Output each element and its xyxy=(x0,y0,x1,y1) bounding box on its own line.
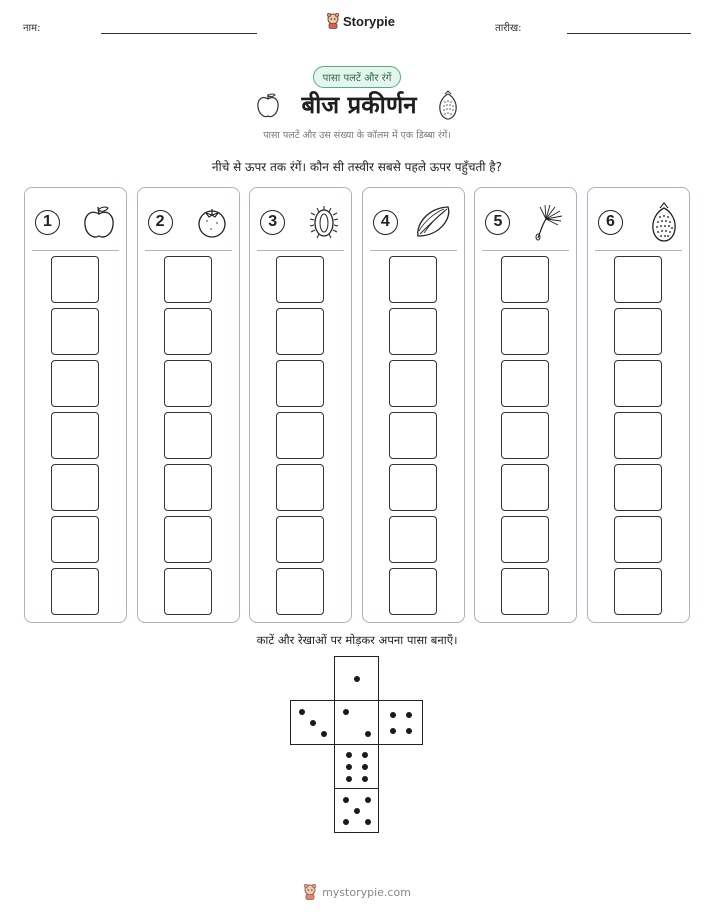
column-5 xyxy=(474,187,577,623)
column-divider xyxy=(482,250,569,251)
footer-url[interactable]: mystorypie.com xyxy=(322,885,411,899)
almond-seed-icon xyxy=(414,204,454,240)
brand-name: Storypie xyxy=(343,13,396,29)
color-box[interactable] xyxy=(389,256,437,303)
column-number: 5 xyxy=(485,210,510,235)
color-box[interactable] xyxy=(501,568,549,615)
color-box[interactable] xyxy=(51,360,99,407)
color-box[interactable] xyxy=(614,412,662,459)
color-box[interactable] xyxy=(164,464,212,511)
die-pip xyxy=(310,720,316,726)
storypie-mascot-icon xyxy=(326,13,340,29)
color-box[interactable] xyxy=(389,464,437,511)
color-box[interactable] xyxy=(389,412,437,459)
column-2 xyxy=(137,187,240,623)
cut-instruction: काटें और रेखाओं पर मोड़कर अपना पासा बनाएँ। xyxy=(256,633,458,647)
color-box[interactable] xyxy=(164,412,212,459)
color-box[interactable] xyxy=(51,412,99,459)
box-stack xyxy=(501,256,549,620)
die-pip xyxy=(365,797,371,803)
color-box[interactable] xyxy=(501,256,549,303)
strawberry-icon xyxy=(649,202,679,242)
die-pip xyxy=(343,819,349,825)
die-pip xyxy=(346,752,352,758)
dice-columns xyxy=(24,187,690,623)
box-stack xyxy=(614,256,662,620)
color-box[interactable] xyxy=(51,568,99,615)
page-footer xyxy=(0,884,714,900)
color-box[interactable] xyxy=(501,464,549,511)
tomato-icon xyxy=(195,204,229,240)
die-face-6 xyxy=(334,744,379,789)
color-box[interactable] xyxy=(501,412,549,459)
dice-net[interactable] xyxy=(290,656,424,834)
color-box[interactable] xyxy=(276,256,324,303)
die-face-3 xyxy=(290,700,335,745)
box-stack xyxy=(276,256,324,620)
column-4 xyxy=(362,187,465,623)
dandelion-seed-icon xyxy=(528,203,566,241)
title-row xyxy=(0,88,714,121)
color-box[interactable] xyxy=(389,360,437,407)
color-box[interactable] xyxy=(51,464,99,511)
die-pip xyxy=(362,752,368,758)
die-pip xyxy=(390,728,396,734)
column-divider xyxy=(145,250,232,251)
color-box[interactable] xyxy=(389,516,437,563)
brand-logo xyxy=(326,13,395,29)
die-pip xyxy=(343,797,349,803)
color-box[interactable] xyxy=(164,308,212,355)
color-box[interactable] xyxy=(164,256,212,303)
color-box[interactable] xyxy=(164,568,212,615)
color-box[interactable] xyxy=(164,516,212,563)
storypie-mascot-icon xyxy=(303,884,317,900)
color-box[interactable] xyxy=(389,568,437,615)
name-line[interactable] xyxy=(101,33,257,34)
die-pip xyxy=(299,709,305,715)
die-pip xyxy=(406,712,412,718)
page-header xyxy=(0,0,714,50)
box-stack xyxy=(389,256,437,620)
color-box[interactable] xyxy=(501,308,549,355)
column-header xyxy=(35,204,116,240)
spiky-burr-icon xyxy=(307,203,341,241)
strawberry-icon xyxy=(437,90,459,120)
color-box[interactable] xyxy=(276,308,324,355)
subtitle: पासा पलटें और उस संख्या के कॉलम में एक डिब्बा रंगें। xyxy=(263,130,451,141)
die-pip xyxy=(346,776,352,782)
color-box[interactable] xyxy=(614,360,662,407)
die-face-4 xyxy=(378,700,423,745)
column-header xyxy=(485,204,566,240)
color-box[interactable] xyxy=(276,568,324,615)
die-pip xyxy=(346,764,352,770)
date-line[interactable] xyxy=(567,33,691,34)
die-pip xyxy=(354,676,360,682)
die-face-1 xyxy=(334,656,379,701)
die-pip xyxy=(362,764,368,770)
apple-icon xyxy=(255,91,281,119)
column-number: 1 xyxy=(35,210,60,235)
column-number: 2 xyxy=(148,210,173,235)
column-divider xyxy=(32,250,119,251)
column-header xyxy=(148,204,229,240)
color-box[interactable] xyxy=(276,464,324,511)
apple-icon xyxy=(82,204,116,240)
color-box[interactable] xyxy=(389,308,437,355)
column-divider xyxy=(370,250,457,251)
column-1 xyxy=(24,187,127,623)
tag-wrap xyxy=(0,66,714,88)
color-box[interactable] xyxy=(164,360,212,407)
column-number: 3 xyxy=(260,210,285,235)
color-box[interactable] xyxy=(614,256,662,303)
color-box[interactable] xyxy=(276,516,324,563)
die-face-5 xyxy=(334,788,379,833)
column-number: 6 xyxy=(598,210,623,235)
die-pip xyxy=(343,709,349,715)
column-number: 4 xyxy=(373,210,398,235)
color-box[interactable] xyxy=(614,568,662,615)
date-label: तारीख: xyxy=(495,23,522,34)
box-stack xyxy=(164,256,212,620)
column-divider xyxy=(257,250,344,251)
color-box[interactable] xyxy=(276,360,324,407)
die-pip xyxy=(365,819,371,825)
color-box[interactable] xyxy=(501,360,549,407)
column-3 xyxy=(249,187,352,623)
color-box[interactable] xyxy=(276,412,324,459)
activity-tag: पासा पलटें और रंगें xyxy=(313,66,402,88)
color-box[interactable] xyxy=(614,308,662,355)
color-box[interactable] xyxy=(51,516,99,563)
instruction: नीचे से ऊपर तक रंगें। कौन सी तस्वीर सबसे पहले ऊपर पहुँचती है? xyxy=(211,160,503,174)
box-stack xyxy=(51,256,99,620)
color-box[interactable] xyxy=(501,516,549,563)
die-pip xyxy=(321,731,327,737)
page-title: बीज प्रकीर्णन xyxy=(301,91,417,119)
column-divider xyxy=(595,250,682,251)
die-pip xyxy=(354,808,360,814)
color-box[interactable] xyxy=(51,256,99,303)
die-pip xyxy=(362,776,368,782)
name-label: नाम: xyxy=(23,23,41,34)
column-header xyxy=(598,204,679,240)
die-pip xyxy=(365,731,371,737)
column-header xyxy=(373,204,454,240)
die-pip xyxy=(390,712,396,718)
die-face-2 xyxy=(334,700,379,745)
column-header xyxy=(260,204,341,240)
color-box[interactable] xyxy=(51,308,99,355)
color-box[interactable] xyxy=(614,464,662,511)
die-pip xyxy=(406,728,412,734)
column-6 xyxy=(587,187,690,623)
color-box[interactable] xyxy=(614,516,662,563)
